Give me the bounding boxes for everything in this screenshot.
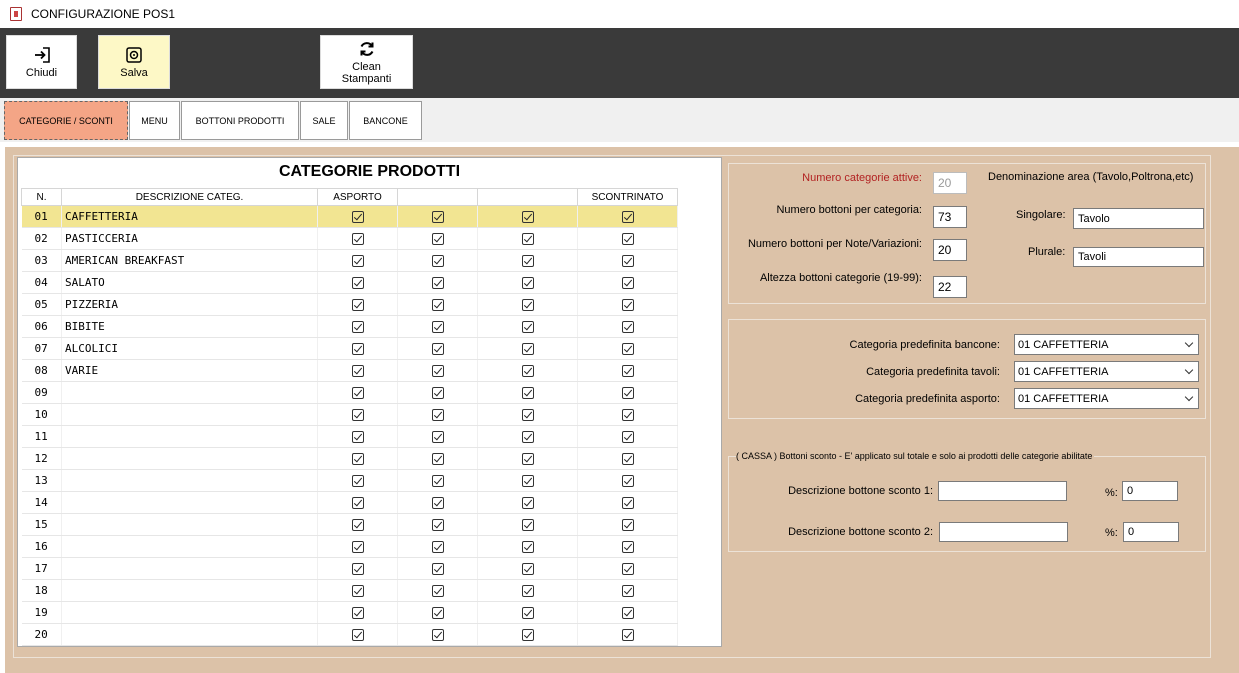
asporto-checkbox-cell: [318, 470, 398, 492]
grid-title: CATEGORIE PRODOTTI: [278, 163, 461, 180]
asporto-checkbox-cell: [318, 206, 398, 228]
col-4-checkbox-cell: [478, 624, 578, 646]
asporto-checkbox[interactable]: [352, 343, 364, 355]
scontrinato-checkbox[interactable]: [622, 585, 634, 597]
col-3-checkbox-cell: [398, 558, 478, 580]
row-number: 19: [22, 602, 62, 624]
col-3-checkbox[interactable]: [432, 387, 444, 399]
row-number: 20: [22, 624, 62, 646]
title-bar: [0, 0, 1239, 28]
row-number: 05: [22, 294, 62, 316]
asporto-checkbox[interactable]: [352, 431, 364, 443]
col-header-scontrinato[interactable]: SCONTRINATO: [578, 189, 678, 206]
button-height-label: Altezza bottoni categorie (19-99):: [759, 272, 922, 284]
scontrinato-checkbox-cell: [578, 316, 678, 338]
tab-bancone[interactable]: BANCONE: [349, 101, 422, 140]
tab-categorie-sconti[interactable]: CATEGORIE / SCONTI: [4, 101, 128, 140]
table-row[interactable]: [22, 250, 678, 272]
col-4-checkbox-cell: [478, 470, 578, 492]
row-number: 14: [22, 492, 62, 514]
table-body: [22, 206, 678, 646]
scontrinato-checkbox[interactable]: [622, 541, 634, 553]
table-row[interactable]: [22, 360, 678, 382]
scontrinato-checkbox-cell: [578, 338, 678, 360]
plural-field[interactable]: Tavoli: [1073, 247, 1204, 267]
asporto-checkbox[interactable]: [352, 475, 364, 487]
col-4-checkbox-cell: [478, 206, 578, 228]
scontrinato-checkbox[interactable]: [622, 607, 634, 619]
toolbar: [0, 28, 1239, 98]
col-4-checkbox-cell: [478, 448, 578, 470]
col-4-checkbox[interactable]: [522, 321, 534, 333]
categories-grid-panel: [17, 157, 722, 647]
asporto-checkbox-cell: [318, 382, 398, 404]
col-4-checkbox-cell: [478, 360, 578, 382]
asporto-checkbox[interactable]: [352, 585, 364, 597]
col-4-checkbox-cell: [478, 404, 578, 426]
row-description[interactable]: CAFFETTERIA: [62, 206, 318, 228]
table-row[interactable]: [22, 492, 678, 514]
asporto-checkbox-cell: [318, 558, 398, 580]
scontrinato-checkbox[interactable]: [622, 563, 634, 575]
col-4-checkbox[interactable]: [522, 233, 534, 245]
discount-1-label: Descrizione bottone sconto 1:: [788, 485, 933, 497]
tab-bottoni-prodotti[interactable]: BOTTONI PRODOTTI: [181, 101, 299, 140]
asporto-checkbox[interactable]: [352, 277, 364, 289]
col-3-checkbox-cell: [398, 272, 478, 294]
singular-label: Singolare:: [1016, 209, 1066, 221]
col-3-checkbox[interactable]: [432, 255, 444, 267]
col-3-checkbox-cell: [398, 470, 478, 492]
table-row[interactable]: [22, 338, 678, 360]
row-description[interactable]: [62, 558, 318, 580]
col-4-checkbox-cell: [478, 426, 578, 448]
asporto-checkbox-cell: [318, 580, 398, 602]
asporto-checkbox[interactable]: [352, 629, 364, 641]
asporto-checkbox-cell: [318, 294, 398, 316]
col-3-checkbox[interactable]: [432, 277, 444, 289]
col-3-checkbox[interactable]: [432, 585, 444, 597]
asporto-checkbox[interactable]: [352, 233, 364, 245]
asporto-checkbox[interactable]: [352, 211, 364, 223]
col-4-checkbox-cell: [478, 338, 578, 360]
row-number: 03: [22, 250, 62, 272]
asporto-checkbox-cell: [318, 536, 398, 558]
chevron-down-icon: [1185, 393, 1193, 401]
scontrinato-checkbox-cell: [578, 250, 678, 272]
row-description[interactable]: [62, 536, 318, 558]
table-row[interactable]: [22, 580, 678, 602]
scontrinato-checkbox-cell: [578, 228, 678, 250]
row-description[interactable]: AMERICAN BREAKFAST: [62, 250, 318, 272]
col-3-checkbox-cell: [398, 294, 478, 316]
row-number: 18: [22, 580, 62, 602]
col-4-checkbox-cell: [478, 580, 578, 602]
discount-1-pct-field[interactable]: 0: [1122, 481, 1178, 501]
scontrinato-checkbox-cell: [578, 580, 678, 602]
row-description[interactable]: [62, 426, 318, 448]
asporto-checkbox-cell: [318, 602, 398, 624]
row-description[interactable]: VARIE: [62, 360, 318, 382]
asporto-checkbox[interactable]: [352, 387, 364, 399]
col-4-checkbox[interactable]: [522, 343, 534, 355]
row-description[interactable]: SALATO: [62, 272, 318, 294]
scontrinato-checkbox[interactable]: [622, 475, 634, 487]
default-tavoli-value: 01 CAFFETTERIA: [1018, 365, 1109, 378]
row-description[interactable]: [62, 492, 318, 514]
table-row[interactable]: [22, 624, 678, 646]
col-4-checkbox[interactable]: [522, 541, 534, 553]
col-4-checkbox[interactable]: [522, 453, 534, 465]
col-3-checkbox[interactable]: [432, 607, 444, 619]
asporto-checkbox-cell: [318, 250, 398, 272]
refresh-icon: [358, 40, 376, 58]
scontrinato-checkbox[interactable]: [622, 409, 634, 421]
table-row[interactable]: [22, 228, 678, 250]
col-4-checkbox[interactable]: [522, 475, 534, 487]
categories-table: [21, 188, 678, 646]
scontrinato-checkbox[interactable]: [622, 453, 634, 465]
row-number: 01: [22, 206, 62, 228]
scontrinato-checkbox[interactable]: [622, 387, 634, 399]
table-row[interactable]: [22, 294, 678, 316]
scontrinato-checkbox[interactable]: [622, 497, 634, 509]
row-number: 16: [22, 536, 62, 558]
col-4-checkbox[interactable]: [522, 255, 534, 267]
save-button-label: Salva: [120, 66, 148, 79]
singular-field[interactable]: Tavolo: [1073, 208, 1204, 229]
default-asporto-value: 01 CAFFETTERIA: [1018, 392, 1109, 405]
table-header-row: [22, 189, 678, 206]
close-button[interactable]: [6, 35, 77, 89]
default-asporto-select[interactable]: [1014, 388, 1199, 409]
table-row[interactable]: [22, 404, 678, 426]
col-header-blank-2[interactable]: [478, 189, 578, 206]
asporto-checkbox-cell: [318, 624, 398, 646]
col-3-checkbox[interactable]: [432, 629, 444, 641]
row-description[interactable]: BIBITE: [62, 316, 318, 338]
discount-buttons-group: [728, 451, 1206, 552]
col-header-asporto[interactable]: ASPORTO: [318, 189, 398, 206]
scontrinato-checkbox-cell: [578, 492, 678, 514]
row-description[interactable]: [62, 404, 318, 426]
table-row[interactable]: [22, 470, 678, 492]
row-number: 07: [22, 338, 62, 360]
row-number: 11: [22, 426, 62, 448]
exit-icon: [33, 46, 51, 64]
asporto-checkbox-cell: [318, 448, 398, 470]
row-description[interactable]: [62, 514, 318, 536]
row-number: 10: [22, 404, 62, 426]
table-row[interactable]: [22, 602, 678, 624]
discount-group-legend: ( CASSA ) Bottoni sconto - E' applicato sul totale e solo ai prodotti delle categorie abilitate: [736, 451, 1093, 461]
col-4-checkbox[interactable]: [522, 629, 534, 641]
col-3-checkbox[interactable]: [432, 321, 444, 333]
row-description[interactable]: [62, 470, 318, 492]
area-denomination-label: Denominazione area (Tavolo,Poltrona,etc): [988, 171, 1194, 183]
col-3-checkbox[interactable]: [432, 409, 444, 421]
scontrinato-checkbox[interactable]: [622, 233, 634, 245]
table-row[interactable]: [22, 316, 678, 338]
scontrinato-checkbox[interactable]: [622, 629, 634, 641]
buttons-per-category-label: Numero bottoni per categoria:: [776, 204, 922, 216]
row-number: 08: [22, 360, 62, 382]
clean-printers-button-label: Clean Stampanti: [341, 60, 392, 85]
asporto-checkbox-cell: [318, 316, 398, 338]
active-categories-field[interactable]: 20: [933, 172, 967, 194]
asporto-checkbox[interactable]: [352, 409, 364, 421]
chevron-down-icon: [1185, 339, 1193, 347]
scontrinato-checkbox-cell: [578, 514, 678, 536]
save-icon: [125, 46, 143, 64]
col-3-checkbox-cell: [398, 250, 478, 272]
content-area: [5, 147, 1239, 673]
asporto-checkbox-cell: [318, 514, 398, 536]
table-row[interactable]: [22, 536, 678, 558]
row-number: 13: [22, 470, 62, 492]
col-3-checkbox[interactable]: [432, 475, 444, 487]
asporto-checkbox[interactable]: [352, 563, 364, 575]
col-3-checkbox[interactable]: [432, 563, 444, 575]
asporto-checkbox[interactable]: [352, 255, 364, 267]
col-3-checkbox-cell: [398, 360, 478, 382]
buttons-notes-label: Numero bottoni per Note/Variazioni:: [747, 238, 922, 250]
discount-2-pct-label: %:: [1105, 527, 1118, 539]
plural-label: Plurale:: [1028, 246, 1066, 258]
table-row[interactable]: [22, 448, 678, 470]
col-header-blank-1[interactable]: [398, 189, 478, 206]
row-number: 09: [22, 382, 62, 404]
col-3-checkbox-cell: [398, 382, 478, 404]
row-description[interactable]: ALCOLICI: [62, 338, 318, 360]
table-row[interactable]: [22, 206, 678, 228]
col-3-checkbox-cell: [398, 514, 478, 536]
col-4-checkbox-cell: [478, 228, 578, 250]
row-description[interactable]: [62, 382, 318, 404]
asporto-checkbox[interactable]: [352, 453, 364, 465]
table-row[interactable]: [22, 426, 678, 448]
scontrinato-checkbox[interactable]: [622, 365, 634, 377]
row-description[interactable]: PIZZERIA: [62, 294, 318, 316]
col-4-checkbox[interactable]: [522, 585, 534, 597]
default-bancone-label: Categoria predefinita bancone:: [849, 339, 1000, 351]
col-header-n[interactable]: N.: [22, 189, 62, 206]
row-number: 02: [22, 228, 62, 250]
col-3-checkbox-cell: [398, 316, 478, 338]
scontrinato-checkbox[interactable]: [622, 343, 634, 355]
window-title: CONFIGURAZIONE POS1: [31, 7, 176, 21]
scontrinato-checkbox-cell: [578, 426, 678, 448]
col-4-checkbox[interactable]: [522, 299, 534, 311]
row-description[interactable]: [62, 624, 318, 646]
col-4-checkbox[interactable]: [522, 607, 534, 619]
discount-1-description-field[interactable]: [938, 481, 1067, 501]
col-3-checkbox-cell: [398, 338, 478, 360]
tab-menu[interactable]: MENU: [129, 101, 180, 140]
col-3-checkbox[interactable]: [432, 497, 444, 509]
col-3-checkbox[interactable]: [432, 365, 444, 377]
row-number: 15: [22, 514, 62, 536]
active-categories-label: Numero categorie attive:: [802, 172, 922, 184]
scontrinato-checkbox-cell: [578, 206, 678, 228]
scontrinato-checkbox[interactable]: [622, 277, 634, 289]
col-4-checkbox[interactable]: [522, 497, 534, 509]
col-4-checkbox[interactable]: [522, 277, 534, 289]
discount-2-pct-field[interactable]: 0: [1123, 522, 1179, 542]
scontrinato-checkbox[interactable]: [622, 299, 634, 311]
col-3-checkbox[interactable]: [432, 211, 444, 223]
default-bancone-value: 01 CAFFETTERIA: [1018, 338, 1109, 351]
asporto-checkbox[interactable]: [352, 519, 364, 531]
scontrinato-checkbox-cell: [578, 360, 678, 382]
table-row[interactable]: [22, 558, 678, 580]
scontrinato-checkbox-cell: [578, 624, 678, 646]
discount-2-label: Descrizione bottone sconto 2:: [788, 526, 933, 538]
tab-bar: [0, 98, 1239, 142]
col-4-checkbox[interactable]: [522, 365, 534, 377]
default-tavoli-label: Categoria predefinita tavoli:: [866, 366, 1000, 378]
scontrinato-checkbox-cell: [578, 558, 678, 580]
close-button-label: Chiudi: [25, 66, 58, 79]
asporto-checkbox[interactable]: [352, 299, 364, 311]
col-3-checkbox-cell: [398, 492, 478, 514]
asporto-checkbox-cell: [318, 404, 398, 426]
scontrinato-checkbox[interactable]: [622, 255, 634, 267]
asporto-checkbox[interactable]: [352, 541, 364, 553]
scontrinato-checkbox[interactable]: [622, 321, 634, 333]
col-3-checkbox-cell: [398, 228, 478, 250]
col-4-checkbox-cell: [478, 272, 578, 294]
button-height-field[interactable]: 22: [933, 276, 967, 298]
chevron-down-icon: [1185, 366, 1193, 374]
col-4-checkbox[interactable]: [522, 409, 534, 421]
col-4-checkbox-cell: [478, 316, 578, 338]
asporto-checkbox-cell: [318, 492, 398, 514]
col-3-checkbox-cell: [398, 624, 478, 646]
scontrinato-checkbox-cell: [578, 602, 678, 624]
discount-1-pct-label: %:: [1105, 487, 1118, 499]
asporto-checkbox[interactable]: [352, 365, 364, 377]
row-number: 12: [22, 448, 62, 470]
asporto-checkbox[interactable]: [352, 607, 364, 619]
row-number: 04: [22, 272, 62, 294]
col-3-checkbox[interactable]: [432, 519, 444, 531]
default-categories-group: [728, 319, 1206, 419]
col-3-checkbox-cell: [398, 426, 478, 448]
clean-printers-button[interactable]: [320, 35, 413, 89]
scontrinato-checkbox[interactable]: [622, 431, 634, 443]
settings-group: [728, 163, 1206, 304]
buttons-notes-field[interactable]: 20: [933, 239, 967, 261]
table-row[interactable]: [22, 514, 678, 536]
col-3-checkbox-cell: [398, 602, 478, 624]
col-4-checkbox-cell: [478, 514, 578, 536]
row-number: 17: [22, 558, 62, 580]
col-3-checkbox-cell: [398, 206, 478, 228]
col-3-checkbox[interactable]: [432, 431, 444, 443]
table-row[interactable]: [22, 382, 678, 404]
scontrinato-checkbox[interactable]: [622, 519, 634, 531]
asporto-checkbox[interactable]: [352, 321, 364, 333]
default-bancone-select[interactable]: [1014, 334, 1199, 355]
buttons-per-category-field[interactable]: 73: [933, 206, 967, 228]
asporto-checkbox-cell: [318, 426, 398, 448]
scontrinato-checkbox-cell: [578, 470, 678, 492]
col-3-checkbox[interactable]: [432, 233, 444, 245]
asporto-checkbox[interactable]: [352, 497, 364, 509]
asporto-checkbox-cell: [318, 272, 398, 294]
col-4-checkbox[interactable]: [522, 387, 534, 399]
scontrinato-checkbox-cell: [578, 294, 678, 316]
row-description[interactable]: PASTICCERIA: [62, 228, 318, 250]
col-3-checkbox[interactable]: [432, 299, 444, 311]
col-4-checkbox[interactable]: [522, 519, 534, 531]
col-4-checkbox-cell: [478, 602, 578, 624]
default-asporto-label: Categoria predefinita asporto:: [855, 393, 1000, 405]
save-button[interactable]: [98, 35, 170, 89]
col-header-description[interactable]: DESCRIZIONE CATEG.: [62, 189, 318, 206]
col-3-checkbox-cell: [398, 536, 478, 558]
scontrinato-checkbox[interactable]: [622, 211, 634, 223]
scontrinato-checkbox-cell: [578, 536, 678, 558]
scontrinato-checkbox-cell: [578, 272, 678, 294]
row-description[interactable]: [62, 580, 318, 602]
asporto-checkbox-cell: [318, 338, 398, 360]
tab-sale[interactable]: SALE: [300, 101, 348, 140]
col-4-checkbox[interactable]: [522, 563, 534, 575]
default-tavoli-select[interactable]: [1014, 361, 1199, 382]
col-3-checkbox[interactable]: [432, 343, 444, 355]
col-4-checkbox[interactable]: [522, 431, 534, 443]
row-number: 06: [22, 316, 62, 338]
col-4-checkbox-cell: [478, 558, 578, 580]
scontrinato-checkbox-cell: [578, 404, 678, 426]
asporto-checkbox-cell: [318, 360, 398, 382]
col-4-checkbox-cell: [478, 294, 578, 316]
asporto-checkbox-cell: [318, 228, 398, 250]
col-3-checkbox-cell: [398, 448, 478, 470]
col-4-checkbox-cell: [478, 492, 578, 514]
col-3-checkbox[interactable]: [432, 541, 444, 553]
col-4-checkbox[interactable]: [522, 211, 534, 223]
col-4-checkbox-cell: [478, 382, 578, 404]
col-3-checkbox[interactable]: [432, 453, 444, 465]
col-4-checkbox-cell: [478, 536, 578, 558]
row-description[interactable]: [62, 448, 318, 470]
app-icon: [10, 7, 22, 21]
col-3-checkbox-cell: [398, 580, 478, 602]
scontrinato-checkbox-cell: [578, 382, 678, 404]
table-row[interactable]: [22, 272, 678, 294]
col-3-checkbox-cell: [398, 404, 478, 426]
row-description[interactable]: [62, 602, 318, 624]
discount-2-description-field[interactable]: [939, 522, 1068, 542]
col-4-checkbox-cell: [478, 250, 578, 272]
scontrinato-checkbox-cell: [578, 448, 678, 470]
